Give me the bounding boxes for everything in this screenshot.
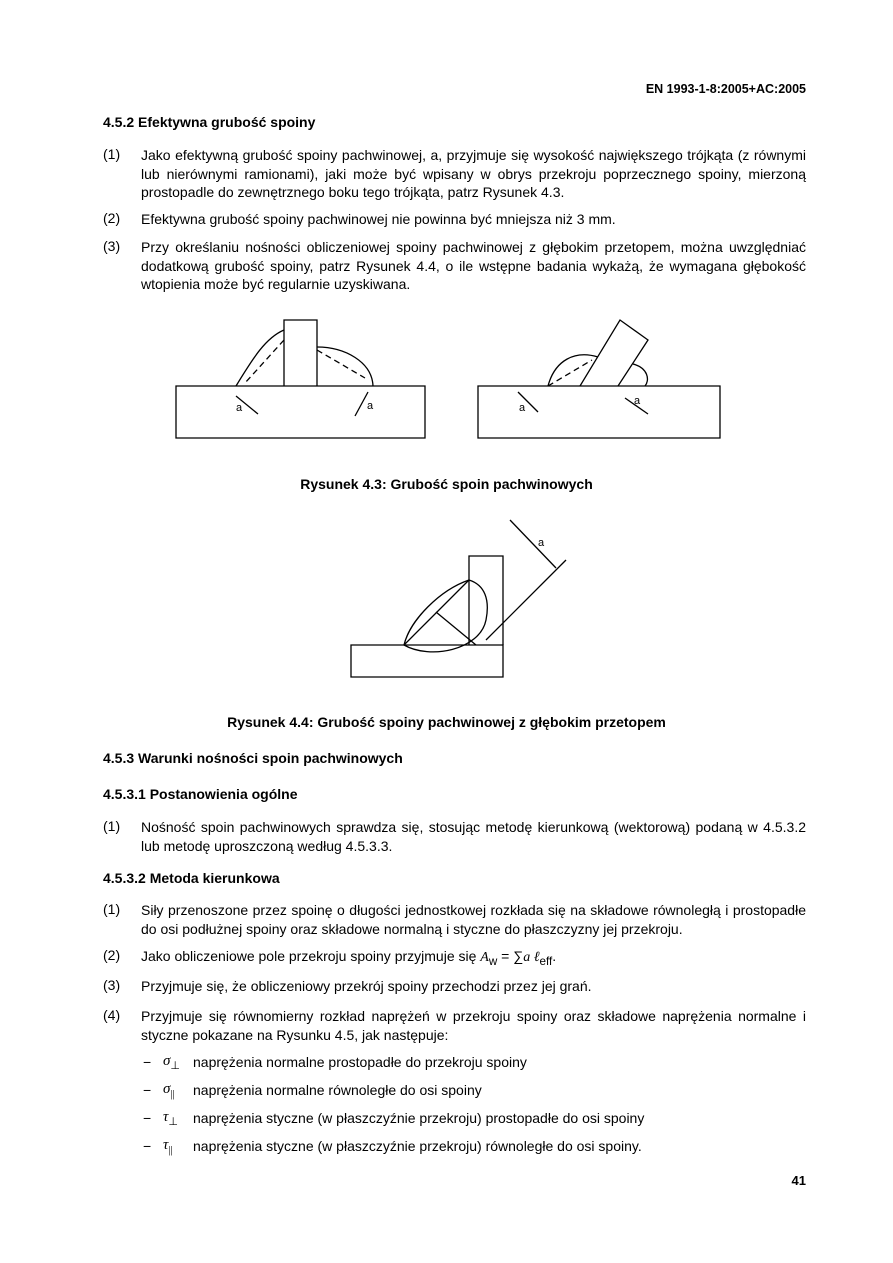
list-dash: − <box>143 1138 152 1154</box>
stress-symbol-letter: τ <box>163 1137 169 1153</box>
stress-symbol-letter: σ <box>163 1081 171 1097</box>
paragraph-number: (1) <box>103 901 121 917</box>
dim-line-inner <box>510 520 556 568</box>
formula-end: . <box>552 948 557 964</box>
stress-symbol-sub: || <box>170 1088 175 1100</box>
paragraph-text-formula <box>141 947 806 971</box>
stress-symbol <box>163 1109 178 1128</box>
paragraph-text: Jako efektywną grubość spoiny pachwinowej, a, przyjmuje się wysokość największego trójkąta (z równymi lub nierównymi ramionami), jaki może być wpisany w obrys przekroju poprzecznego spoiny, mierzoną prostopadle do zewnętrznego boku tego trójkąta, patrz Rysunek 4.3. <box>141 147 806 200</box>
paragraph-number: (3) <box>103 238 121 254</box>
paragraph-number: (1) <box>103 818 121 834</box>
stress-symbol-letter: σ <box>163 1053 171 1069</box>
document-code: EN 1993-1-8:2005+AC:2005 <box>645 82 806 96</box>
paragraph-number: (1) <box>103 146 121 162</box>
horizontal-plate <box>351 645 503 677</box>
stress-symbol-sub: ⊥ <box>170 1060 180 1072</box>
paragraph-number: (2) <box>103 210 121 226</box>
subsection-heading-4-5-3-2: 4.5.3.2 Metoda kierunkowa <box>103 870 280 886</box>
fig43-label-a: a <box>634 395 641 407</box>
section-heading-4-5-2: 4.5.2 Efektywna grubość spoiny <box>103 114 316 130</box>
formula-sum: = ∑ <box>497 948 524 964</box>
list-item: naprężenia styczne (w płaszczyźnie przekroju) prostopadłe do osi spoiny <box>193 1110 645 1126</box>
list-item: naprężenia styczne (w płaszczyźnie przekroju) równoległe do osi spoiny. <box>193 1138 642 1154</box>
formula-lead: Jako obliczeniowe pole przekroju spoiny przyjmuje się <box>141 948 481 964</box>
paragraph-number: (2) <box>103 947 121 963</box>
dim-line-outer <box>486 560 566 640</box>
fig44-label-a: a <box>538 537 545 549</box>
stress-symbol-sub: || <box>168 1144 173 1156</box>
throat-perpendicular <box>436 612 476 645</box>
paragraph-text: Siły przenoszone przez spoinę o długości jednostkowej rozkłada się na składowe równoległą i prostopadłe do osi podłużnej spoiny oraz składowe normalną i styczne do płaszczyzny jej przekroju. <box>141 902 806 937</box>
paragraph-text: Przyjmuje się równomierny rozkład naprężeń w przekroju spoiny oraz składowe naprężenia normalne i styczne pokazane na Rysunku 4.5, jak następuje: <box>141 1008 806 1043</box>
paragraph-text: Efektywna grubość spoiny pachwinowej nie powinna być mniejsza niż 3 mm. <box>141 211 616 227</box>
paragraph-text: Nośność spoin pachwinowych sprawdza się, stosując metodę kierunkową (wektorową) podaną w 4.5.3.2 lub metodę uproszczoną według 4.5.3.3. <box>141 819 806 854</box>
section-heading-4-5-3: 4.5.3 Warunki nośności spoin pachwinowych <box>103 750 403 766</box>
paragraph-number: (3) <box>103 977 121 993</box>
paragraph-number: (4) <box>103 1007 121 1023</box>
stress-symbol <box>163 1053 180 1072</box>
list-item: naprężenia normalne prostopadłe do przekroju spoiny <box>193 1054 527 1070</box>
fig43-label-a: a <box>519 402 526 414</box>
figure-4-4-caption: Rysunek 4.4: Grubość spoiny pachwinowej z głębokim przetopem <box>227 714 666 730</box>
formula-sub-eff: eff <box>539 954 553 968</box>
page-number: 41 <box>791 1173 806 1188</box>
figure-4-3-caption: Rysunek 4.3: Grubość spoin pachwinowych <box>300 476 593 492</box>
fig43-label-a: a <box>367 400 374 412</box>
penetration-profile <box>404 580 487 652</box>
paragraph-text: Przy określaniu nośności obliczeniowej spoiny pachwinowej z głębokim przetopem, można uwzględniać dodatkową grubość spoiny, patrz Rysunek 4.4, o ile wstępne badania wykażą, że wymagana głębokość wtopienia może być regularnie uzyskiwana. <box>141 239 806 292</box>
subsection-heading-4-5-3-1: 4.5.3.1 Postanowienia ogólne <box>103 786 298 802</box>
formula-sub-w: w <box>488 954 498 968</box>
stress-symbol-sub: ⊥ <box>168 1116 178 1128</box>
formula-symbol-a: a ℓ <box>523 950 540 965</box>
stress-symbol <box>163 1137 173 1156</box>
stress-symbol <box>163 1081 175 1100</box>
stress-symbol-letter: τ <box>163 1109 169 1125</box>
list-dash: − <box>143 1110 152 1126</box>
paragraph-text: Przyjmuje się, że obliczeniowy przekrój spoiny przechodzi przez jej grań. <box>141 978 592 994</box>
formula-symbol-A: A <box>480 950 489 965</box>
vertical-plate <box>469 556 503 645</box>
list-dash: − <box>143 1054 152 1070</box>
list-item: naprężenia normalne równoległe do osi spoiny <box>193 1082 482 1098</box>
list-dash: − <box>143 1082 152 1098</box>
fig43-label-a: a <box>236 402 243 414</box>
